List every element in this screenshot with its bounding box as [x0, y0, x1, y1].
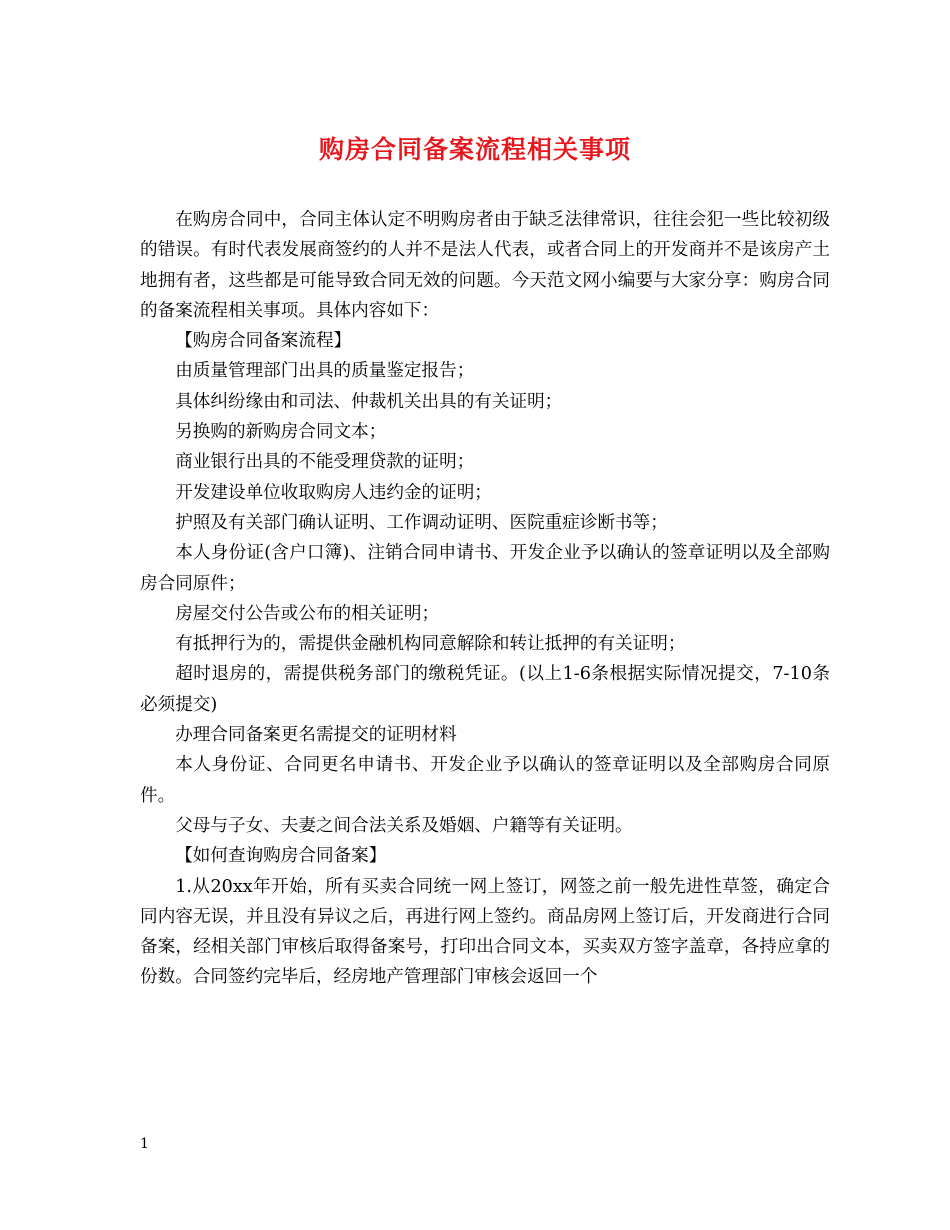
list-item: 超时退房的，需提供税务部门的缴税凭证。(以上1-6条根据实际情况提交，7-10条必须提交)	[140, 664, 830, 715]
list-item: 开发建设单位收取购房人违约金的证明；	[175, 482, 492, 503]
section-heading-filing-process: 【购房合同备案流程】	[175, 331, 352, 352]
page-number: 1	[140, 1136, 149, 1152]
query-paragraph: 1.从20xx年开始，所有买卖合同统一网上签订，网签之前一般先进性草签，确定合同内容无误，并且没有异议之后，再进行网上签约。商品房网上签订后，开发商进行合同备案，经相关部门审核后取得备案号，打印出合同文本，买卖双方签字盖章，各持应拿的份数。合同签约完毕后，经房地产管理部门审核会返回一个	[140, 876, 830, 988]
list-item: 房屋交付公告或公布的相关证明；	[175, 603, 440, 624]
list-item: 由质量管理部门出具的质量鉴定报告；	[175, 361, 475, 382]
document-body	[140, 205, 830, 993]
subsection-heading-rename: 办理合同备案更名需提交的证明材料	[175, 725, 457, 746]
section-heading-query: 【如何查询购房合同备案】	[175, 846, 387, 867]
list-item: 本人身份证(含户口簿)、注销合同申请书、开发企业予以确认的签章证明以及全部购房合同原件；	[140, 543, 830, 594]
list-item: 有抵押行为的，需提供金融机构同意解除和转让抵押的有关证明；	[175, 634, 686, 655]
list-item: 护照及有关部门确认证明、工作调动证明、医院重症诊断书等；	[175, 512, 668, 533]
intro-paragraph: 在购房合同中，合同主体认定不明购房者由于缺乏法律常识，往往会犯一些比较初级的错误。有时代表发展商签约的人并不是法人代表，或者合同上的开发商并不是该房产土地拥有者，这些都是可能导致合同无效的问题。今天范文网小编要与大家分享：购房合同的备案流程相关事项。具体内容如下：	[140, 210, 830, 321]
list-item: 另换购的新购房合同文本；	[175, 422, 387, 443]
list-item: 本人身份证、合同更名申请书、开发企业予以确认的签章证明以及全部购房合同原件。	[140, 755, 830, 806]
list-item: 父母与子女、夫妻之间合法关系及婚姻、户籍等有关证明。	[175, 815, 633, 836]
list-item: 具体纠纷缘由和司法、仲裁机关出具的有关证明；	[175, 391, 563, 412]
document-title: 购房合同备案流程相关事项	[318, 135, 631, 164]
list-item: 商业银行出具的不能受理贷款的证明；	[175, 452, 475, 473]
